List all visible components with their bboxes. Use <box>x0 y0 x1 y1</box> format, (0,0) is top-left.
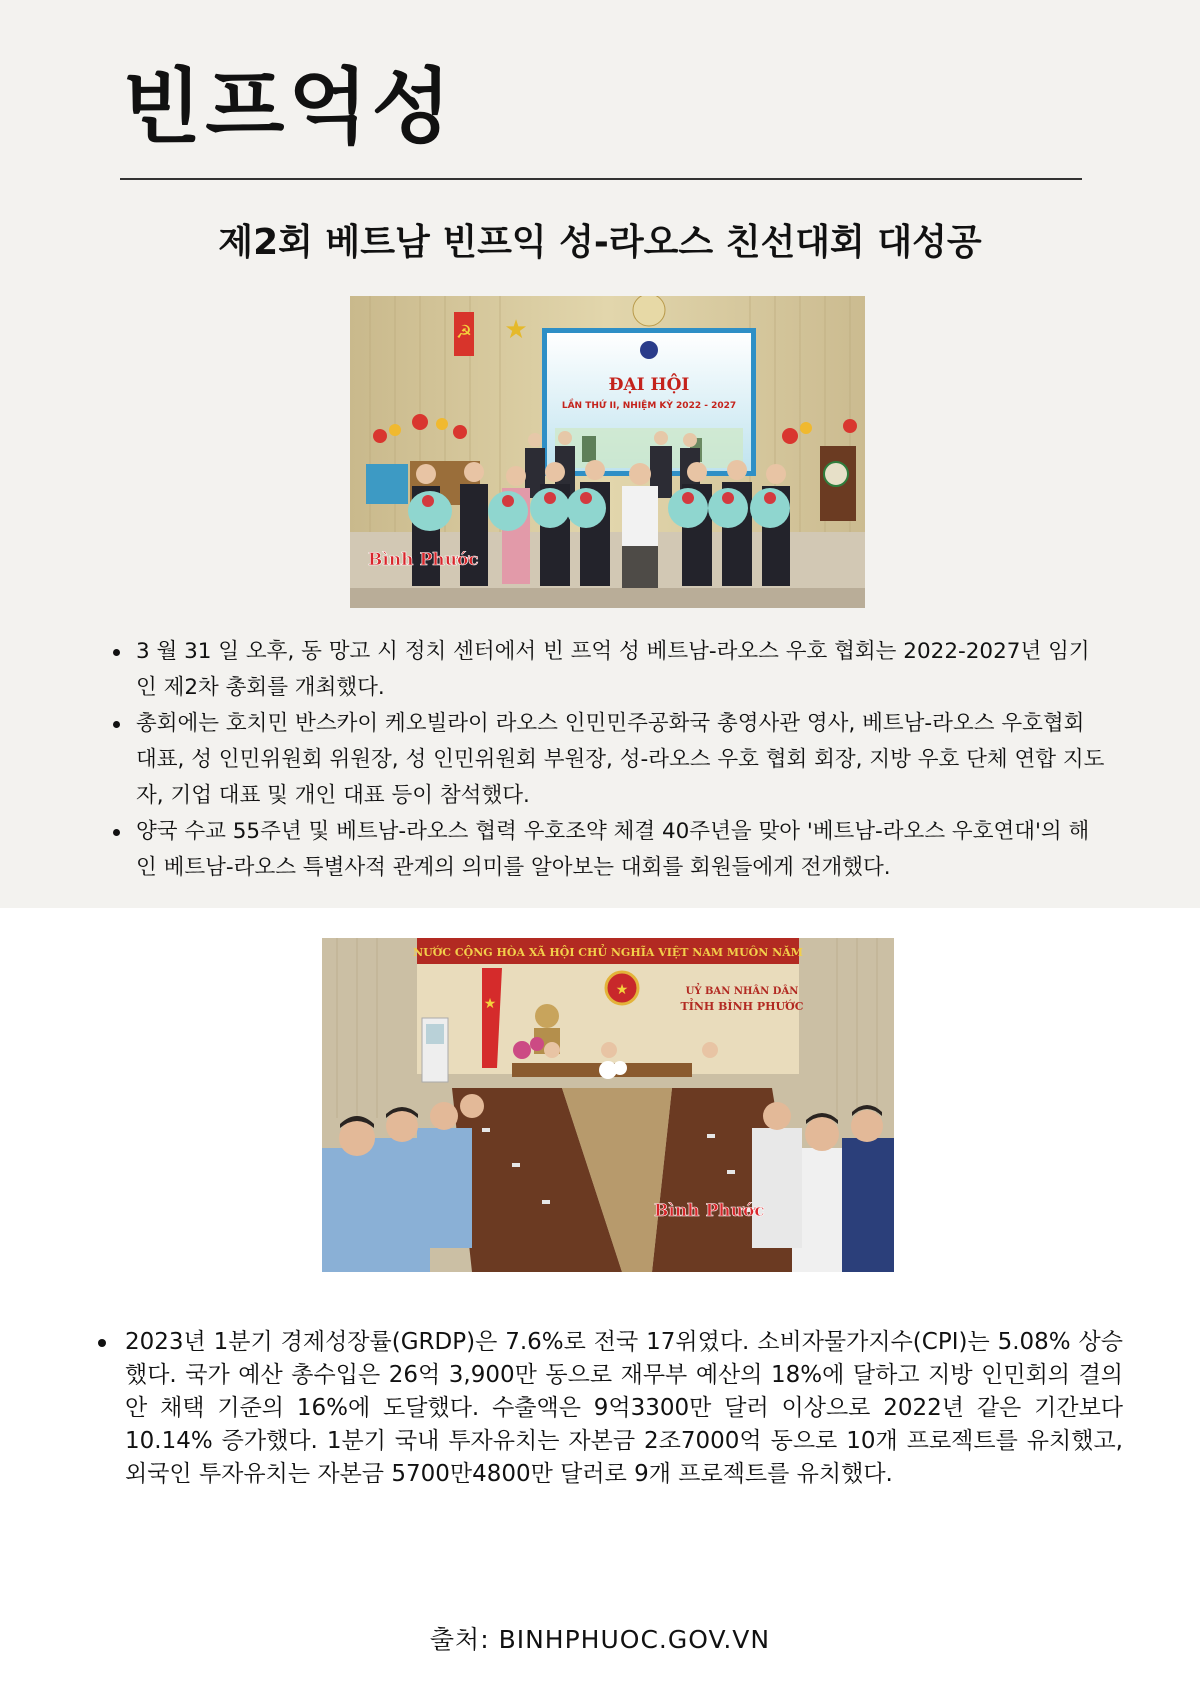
photo2-watermark: Bình Phước <box>654 1201 765 1221</box>
source-site: BINHPHUOC.GOV.VN <box>498 1625 771 1654</box>
event-summary-list <box>113 634 1108 886</box>
page-title: 빈프억성 <box>122 60 455 155</box>
title-divider <box>120 178 1082 180</box>
banner-subtitle: LẦN THỨ II, NHIỆM KỲ 2022 - 2027 <box>561 401 737 411</box>
banner-title: ĐẠI HỘI <box>608 375 690 395</box>
list-item: 3 월 31 일 오후, 동 망고 시 정치 센터에서 빈 프억 성 베트남-라오스 우호 협회는 2022-2027년 임기인 제2차 총회를 개최했다. <box>113 634 1108 706</box>
congress-group-photo <box>350 296 865 608</box>
list-item: 총회에는 호치민 반스카이 케오빌라이 라오스 인민민주공화국 총영사관 영사, 베트남-라오스 우호협회 대표, 성 인민위원회 위원장, 성 인민위원회 부원장, 성-라오스 우호 협회 회장, 지방 우호 단체 연합 지도자, 기업 대표 및 개인 대표 등이 참석했다. <box>113 706 1108 814</box>
council-sign-line1: UỶ BAN NHÂN DÂN <box>685 986 799 997</box>
photo1-watermark: Bình Phước <box>368 550 479 570</box>
source-label: 출처: <box>429 1625 490 1654</box>
meeting-banner: NƯỚC CỘNG HÒA XÃ HỘI CHỦ NGHĨA VIỆT NAM MUÔN NĂM <box>413 946 803 959</box>
svg-text:★: ★ <box>615 982 629 998</box>
economic-summary-list <box>98 1326 1123 1491</box>
list-item: 2023년 1분기 경제성장률(GRDP)은 7.6%로 전국 17위였다. 소비자물가지수(CPI)는 5.08% 상승했다. 국가 예산 총수입은 26억 3,900만 동으로 재무부 예산의 18%에 달하고 지방 인민회의 결의안 채택 기준의 16%에 도달했다. 수출액은 9억3300만 달러 이상으로 2022년 같은 기간보다 10.14% 증가했다. 1분기 국내 투자유치는 자본금 2조7000억 동으로 10개 프로젝트를 유치했고, 외국인 투자유치는 자본금 5700만4800만 달러로 9개 프로젝트를 유치했다. <box>98 1326 1123 1491</box>
congress-photo-illustration <box>350 296 865 608</box>
svg-text:★: ★ <box>483 996 497 1012</box>
meeting-room-photo <box>322 938 894 1272</box>
council-sign-line2: TỈNH BÌNH PHƯỚC <box>680 1000 804 1013</box>
source-credit <box>0 1623 1200 1657</box>
svg-text:★: ★ <box>504 315 528 345</box>
article-headline: 제2회 베트남 빈프익 성-라오스 친선대회 대성공 <box>218 222 982 263</box>
meeting-photo-illustration <box>322 938 894 1272</box>
list-item: 양국 수교 55주년 및 베트남-라오스 협력 우호조약 체결 40주년을 맞아 '베트남-라오스 우호연대'의 해인 베트남-라오스 특별사적 관계의 의미를 알아보는 대회를 회원들에게 전개했다. <box>113 814 1108 886</box>
svg-text:☭: ☭ <box>455 322 473 343</box>
